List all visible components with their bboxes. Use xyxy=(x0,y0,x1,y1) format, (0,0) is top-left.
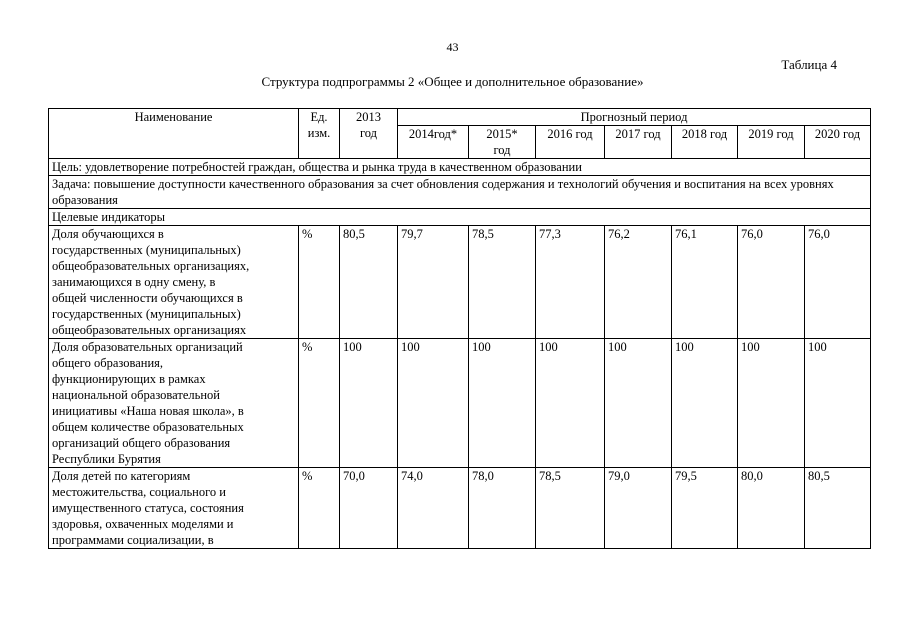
table-row xyxy=(49,468,871,549)
indicator-name-line: организаций общего образования xyxy=(52,436,231,450)
header-name: Наименование xyxy=(49,109,299,159)
indicator-name-line: Республики Бурятия xyxy=(52,452,161,466)
document-title: Структура подпрограммы 2 «Общее и дополнительное образование» xyxy=(261,74,644,89)
indicator-name-line: Доля обучающихся в xyxy=(52,227,164,241)
indicator-name-line: общем количестве образовательных xyxy=(52,420,244,434)
header-unit-line2: изм. xyxy=(307,126,331,140)
header-year-line1: 2015* xyxy=(486,127,518,141)
header-year-line1: 2019 год xyxy=(748,127,794,141)
indicator-value: 100 xyxy=(605,339,672,468)
indicator-name-line: национальной образовательной xyxy=(52,388,220,402)
indicator-name-line: программами социализации, в xyxy=(52,533,214,547)
indicator-unit: % xyxy=(299,339,340,468)
indicator-value: 78,5 xyxy=(469,226,536,339)
indicator-name xyxy=(49,339,299,468)
indicator-value: 100 xyxy=(536,339,605,468)
indicator-value: 76,0 xyxy=(805,226,871,339)
indicator-value: 76,0 xyxy=(738,226,805,339)
indicator-value: 100 xyxy=(340,339,398,468)
indicator-value: 79,5 xyxy=(672,468,738,549)
header-unit-line1: Ед. xyxy=(310,110,328,124)
indicator-value: 100 xyxy=(672,339,738,468)
indicator-name xyxy=(49,468,299,549)
header-year xyxy=(805,126,871,159)
header-base-year-line2: год xyxy=(359,126,378,140)
indicator-name-line: Доля детей по категориям xyxy=(52,469,191,483)
header-row-1 xyxy=(49,109,871,126)
header-year xyxy=(398,126,469,159)
indicator-value: 76,1 xyxy=(672,226,738,339)
indicators-label-row xyxy=(49,209,871,226)
header-year xyxy=(738,126,805,159)
indicator-name-line: Доля образовательных организаций xyxy=(52,340,243,354)
indicator-value: 100 xyxy=(469,339,536,468)
header-year-line1: 2018 год xyxy=(681,127,728,141)
header-year-line2: год xyxy=(493,143,511,157)
indicator-name-line: здоровья, охваченных моделями и xyxy=(52,517,234,531)
indicator-name-line: государственных (муниципальных) xyxy=(52,307,241,321)
indicator-name-line: общего образования, xyxy=(52,356,164,370)
indicators-table xyxy=(48,108,871,549)
indicator-value: 80,5 xyxy=(340,226,398,339)
indicator-rows xyxy=(49,226,871,549)
indicator-value: 76,2 xyxy=(605,226,672,339)
header-year xyxy=(469,126,536,159)
task-text: Задача: повышение доступности качественного образования за счет обновления содержания и технологий обучения и воспитания на всех уровнях образования xyxy=(49,176,871,209)
indicator-value: 70,0 xyxy=(340,468,398,549)
indicator-name-line: общей численности обучающихся в xyxy=(52,291,243,305)
table-label: Таблица 4 xyxy=(781,57,837,72)
indicator-name xyxy=(49,226,299,339)
indicator-value: 78,0 xyxy=(469,468,536,549)
indicators-label: Целевые индикаторы xyxy=(49,209,871,226)
header-year-line1: 2016 год xyxy=(547,127,593,141)
indicator-name-line: местожительства, социального и xyxy=(52,485,226,499)
goal-row xyxy=(49,159,871,176)
indicator-value: 79,7 xyxy=(398,226,469,339)
header-base-year-line1: 2013 xyxy=(356,110,381,124)
indicator-name-line: государственных (муниципальных) xyxy=(52,243,241,257)
indicator-unit: % xyxy=(299,468,340,549)
indicator-value: 80,5 xyxy=(805,468,871,549)
indicator-value: 78,5 xyxy=(536,468,605,549)
table-row xyxy=(49,226,871,339)
page-number: 43 xyxy=(446,40,459,54)
header-unit xyxy=(299,109,340,159)
table-row xyxy=(49,339,871,468)
header-year-line1: 2017 год xyxy=(615,127,661,141)
indicator-name-line: функционирующих в рамках xyxy=(52,372,206,386)
indicator-value: 77,3 xyxy=(536,226,605,339)
indicator-value: 74,0 xyxy=(398,468,469,549)
indicator-value: 100 xyxy=(398,339,469,468)
header-year-line1: 2020 год xyxy=(814,127,861,141)
indicator-unit: % xyxy=(299,226,340,339)
header-forecast: Прогнозный период xyxy=(398,109,871,126)
indicator-name-line: общеобразовательных организациях, xyxy=(52,259,250,273)
indicator-name-line: общеобразовательных организациях xyxy=(52,323,247,337)
indicator-name-line: занимающихся в одну смену, в xyxy=(52,275,216,289)
indicator-value: 100 xyxy=(738,339,805,468)
task-row xyxy=(49,176,871,209)
indicator-value: 80,0 xyxy=(738,468,805,549)
indicator-name-line: имущественного статуса, состояния xyxy=(52,501,244,515)
indicator-value: 79,0 xyxy=(605,468,672,549)
indicator-value: 100 xyxy=(805,339,871,468)
header-year xyxy=(672,126,738,159)
header-year xyxy=(605,126,672,159)
goal-text: Цель: удовлетворение потребностей граждан, общества и рынка труда в качественном образовании xyxy=(49,159,871,176)
indicator-name-line: инициативы «Наша новая школа», в xyxy=(52,404,244,418)
header-year-line1: 2014год* xyxy=(408,127,458,141)
header-base-year xyxy=(340,109,398,159)
header-year xyxy=(536,126,605,159)
